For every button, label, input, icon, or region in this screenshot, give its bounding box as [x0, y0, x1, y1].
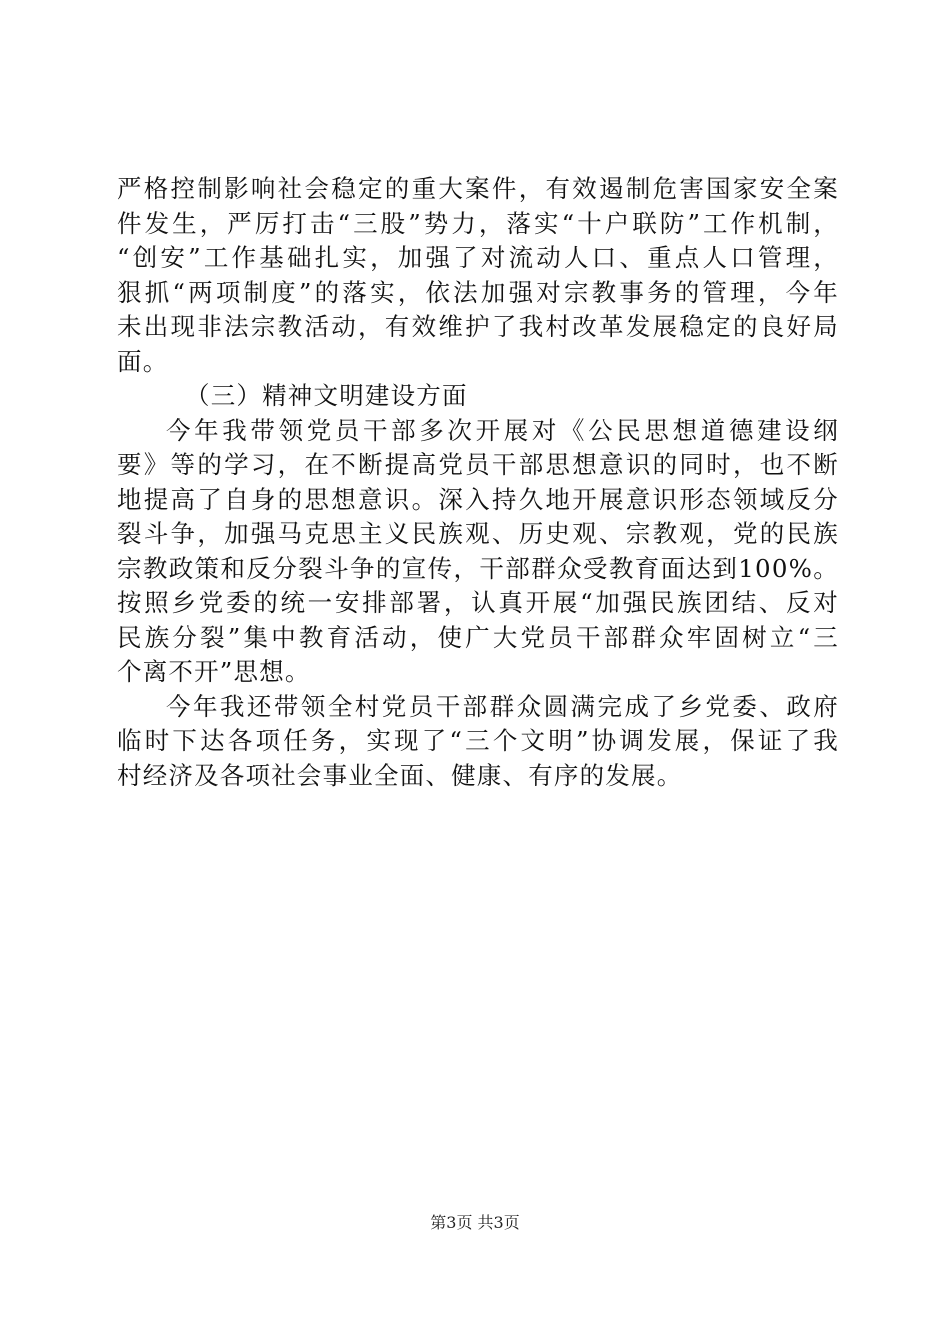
text-line: 件发生，严厉打击“三股”势力，落实“十户联防”工作机制， — [117, 208, 839, 238]
text-line: 按照乡党委的统一安排部署，认真开展“加强民族团结、反对 — [117, 588, 839, 617]
text-line: “创安”工作基础扎实，加强了对流动人口、重点人口管理， — [117, 243, 839, 272]
text-line: 狠抓“两项制度”的落实，依法加强对宗教事务的管理，今年 — [117, 277, 839, 307]
page-footer — [0, 1213, 950, 1233]
page-number-label: 第3页 共3页 — [430, 1213, 520, 1232]
text-line: 临时下达各项任务，实现了“三个文明”协调发展，保证了我 — [117, 726, 839, 755]
section-heading: （三）精神文明建设方面 — [185, 381, 468, 410]
text-line: 村经济及各项社会事业全面、健康、有序的发展。 — [117, 760, 683, 790]
text-line: 要》等的学习，在不断提高党员干部思想意识的同时，也不断 — [117, 450, 839, 479]
text-line: 今年我带领党员干部多次开展对《公民思想道德建设纲 — [166, 415, 839, 445]
text-line: 未出现非法宗教活动，有效维护了我村改革发展稳定的良好局 — [117, 312, 839, 341]
text-line: 裂斗争，加强马克思主义民族观、历史观、宗教观，党的民族 — [117, 519, 839, 548]
document-body — [117, 172, 839, 793]
text-line: 民族分裂”集中教育活动，使广大党员干部群众牢固树立“三 — [117, 622, 839, 652]
text-line: 地提高了自身的思想意识。深入持久地开展意识形态领域反分 — [117, 484, 839, 514]
text-line: 个离不开”思想。 — [117, 657, 311, 686]
text-line: 严格控制影响社会稳定的重大案件，有效遏制危害国家安全案 — [117, 174, 839, 203]
text-line: 宗教政策和反分裂斗争的宣传，干部群众受教育面达到100%。 — [117, 553, 839, 583]
text-line: 面。 — [117, 346, 169, 376]
text-line: 今年我还带领全村党员干部群众圆满完成了乡党委、政府 — [166, 691, 839, 721]
